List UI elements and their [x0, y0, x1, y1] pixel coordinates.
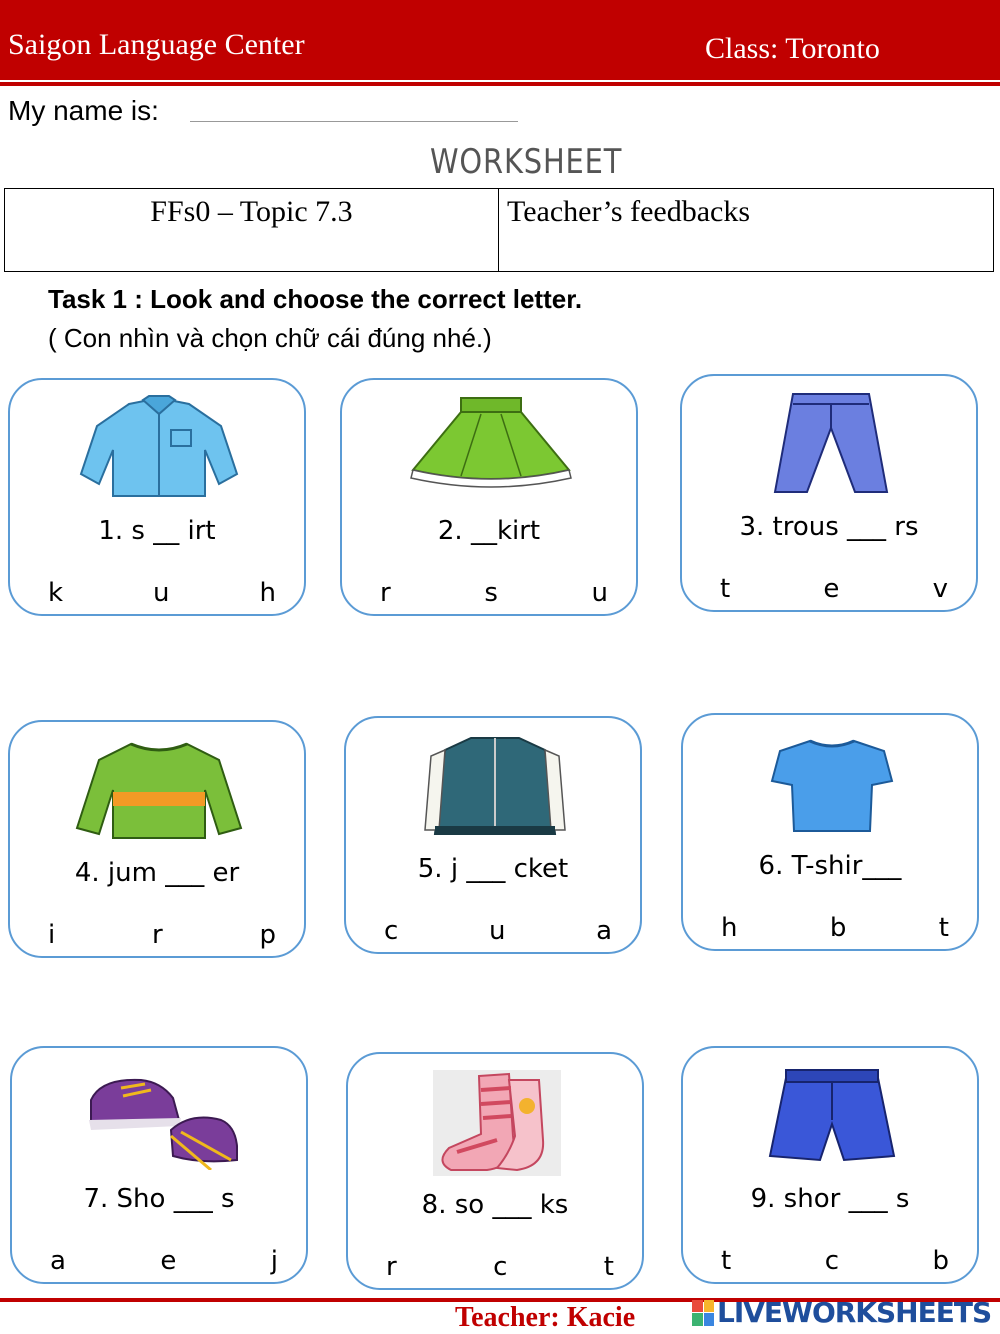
exercise-card-7	[10, 1046, 308, 1284]
letter-options	[378, 916, 618, 946]
word-prompt: 8. so ___ ks	[421, 1190, 569, 1220]
exercise-card-3	[680, 374, 978, 612]
shorts-icon	[732, 1060, 932, 1170]
liveworksheets-logo-icon	[692, 1300, 714, 1326]
class-name: Class: Toronto	[705, 32, 880, 65]
task-subtitle: ( Con nhìn và chọn chữ cái đúng nhé.)	[48, 323, 492, 353]
letter-option[interactable]: v	[932, 574, 948, 604]
letter-option[interactable]: r	[380, 578, 391, 608]
jumper-icon	[59, 734, 259, 844]
exercise-card-4	[8, 720, 306, 958]
exercise-card-5	[344, 716, 642, 954]
letter-option[interactable]: k	[48, 578, 64, 608]
word-prompt: 5. j ___ cket	[417, 854, 569, 884]
jacket-icon	[395, 730, 595, 840]
exercise-card-1	[8, 378, 306, 616]
letter-options	[715, 913, 955, 943]
word-prompt: 6. T-shir___	[758, 851, 902, 881]
name-field[interactable]	[190, 121, 518, 122]
worksheet-title: WORKSHEET	[430, 142, 623, 182]
letter-option[interactable]: t	[721, 1246, 732, 1276]
letter-options	[42, 578, 282, 608]
shoes-icon	[61, 1060, 261, 1170]
task-title: Task 1 : Look and choose the correct letter.	[48, 284, 583, 314]
letter-option[interactable]: e	[823, 574, 840, 604]
letter-option[interactable]: r	[152, 920, 163, 950]
letter-options	[715, 1246, 955, 1276]
letter-option[interactable]: t	[720, 574, 731, 604]
exercise-card-6	[681, 713, 979, 951]
letter-options	[714, 574, 954, 604]
letter-option[interactable]: s	[484, 578, 498, 608]
letter-option[interactable]: b	[829, 913, 847, 943]
letter-options	[380, 1252, 620, 1282]
tshirt-icon	[732, 727, 932, 837]
letter-option[interactable]: r	[386, 1252, 397, 1282]
name-label: My name is:	[8, 95, 159, 126]
topic-cell: FFs0 – Topic 7.3	[5, 189, 499, 271]
word-prompt: 7. Sho ___ s	[83, 1184, 235, 1214]
feedback-cell: Teacher’s feedbacks	[507, 195, 751, 228]
letter-option[interactable]: p	[259, 920, 276, 950]
letter-option[interactable]: h	[259, 578, 276, 608]
letter-options	[374, 578, 614, 608]
brand-logo	[692, 1296, 991, 1329]
letter-option[interactable]: c	[384, 916, 399, 946]
letter-option[interactable]: c	[493, 1252, 508, 1282]
letter-option[interactable]: h	[721, 913, 738, 943]
letter-option[interactable]: a	[50, 1246, 66, 1276]
word-prompt: 4. jum ___ er	[74, 858, 240, 888]
exercise-card-2	[340, 378, 638, 616]
letter-option[interactable]: u	[591, 578, 608, 608]
school-name: Saigon Language Center	[8, 28, 305, 61]
letter-option[interactable]: e	[160, 1246, 177, 1276]
letter-option[interactable]: b	[932, 1246, 949, 1276]
socks-icon	[397, 1066, 597, 1176]
letter-option[interactable]: i	[48, 920, 56, 950]
word-prompt: 9. shor ___ s	[750, 1184, 910, 1214]
letter-option[interactable]: t	[603, 1252, 614, 1282]
exercise-card-9	[681, 1046, 979, 1284]
letter-option[interactable]: j	[270, 1246, 278, 1276]
shirt-icon	[59, 392, 259, 502]
letter-option[interactable]: a	[596, 916, 612, 946]
word-prompt: 1. s __ irt	[98, 516, 216, 546]
letter-option[interactable]: c	[824, 1246, 839, 1276]
letter-option[interactable]: u	[153, 578, 170, 608]
exercise-card-8	[346, 1052, 644, 1290]
trousers-icon	[731, 388, 931, 498]
teacher-name: Teacher: Kacie	[455, 1302, 636, 1333]
letter-option[interactable]: t	[938, 913, 949, 943]
word-prompt: 2. __kirt	[437, 516, 541, 546]
letter-options	[42, 920, 282, 950]
letter-option[interactable]: u	[488, 916, 506, 946]
info-table	[4, 188, 994, 272]
header-divider	[0, 82, 1000, 86]
brand-name: LIVEWORKSHEETS	[717, 1296, 992, 1329]
word-prompt: 3. trous ___ rs	[739, 512, 919, 542]
skirt-icon	[391, 392, 591, 502]
letter-options	[44, 1246, 284, 1276]
